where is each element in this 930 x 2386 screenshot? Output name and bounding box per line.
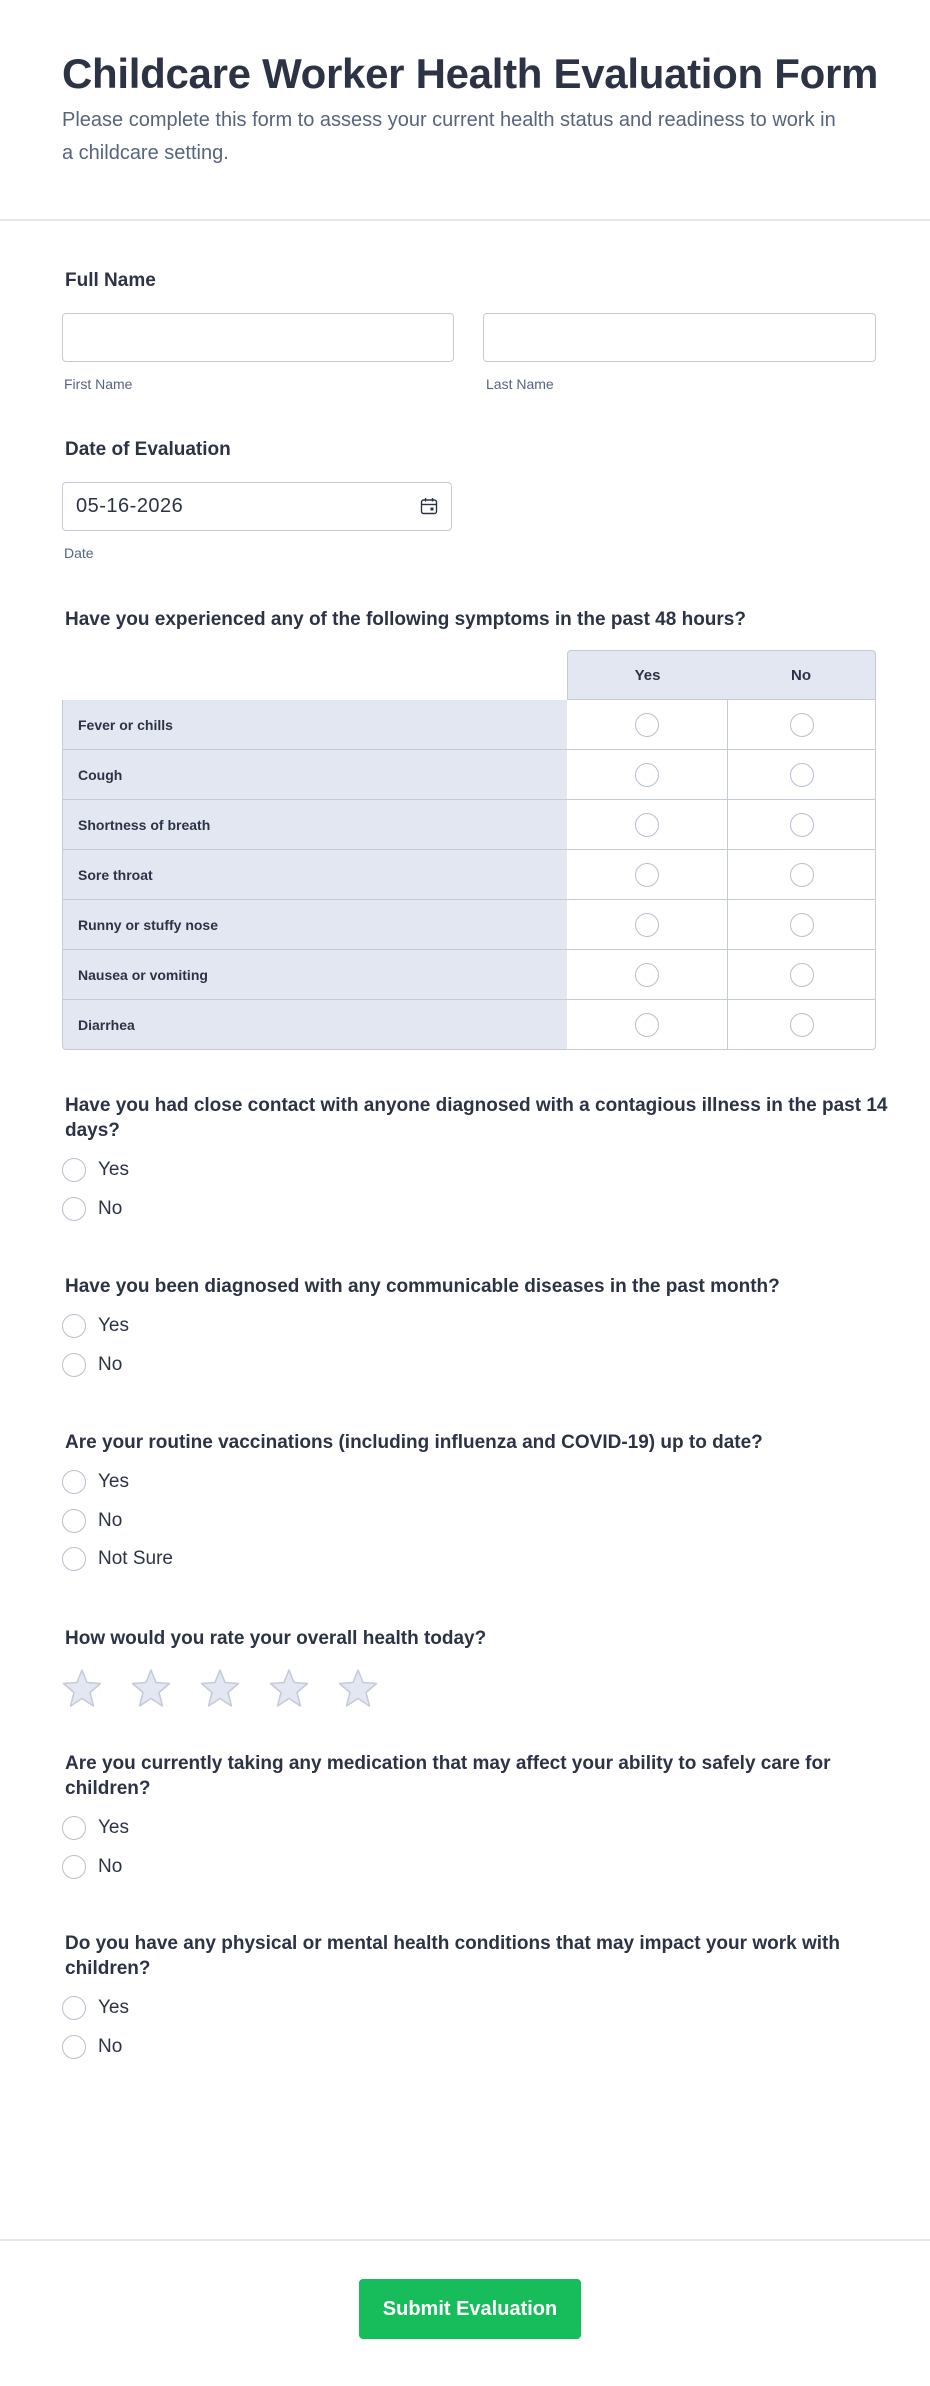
matrix-row: [62, 900, 876, 950]
radio-label: Yes: [98, 1817, 129, 1838]
radio-circle[interactable]: [62, 1197, 86, 1221]
radio-circle[interactable]: [62, 1353, 86, 1377]
radio-circle[interactable]: [62, 1314, 86, 1338]
radio-option[interactable]: [62, 1353, 122, 1377]
radio-label: No: [98, 1197, 123, 1219]
form-header: [0, 0, 930, 221]
star-icon[interactable]: [131, 1668, 171, 1708]
matrix-cell-yes[interactable]: [567, 850, 728, 900]
radio-label: Yes: [98, 1471, 129, 1492]
matrix-row-label: Nausea or vomiting: [62, 950, 568, 1000]
question-text: Do you have any physical or mental health conditions that may impact your work with children?: [65, 1933, 840, 1979]
radio-circle[interactable]: [62, 1547, 86, 1571]
radio-circle[interactable]: [62, 1816, 86, 1840]
radio-no[interactable]: [790, 963, 814, 987]
radio-option[interactable]: [62, 1509, 122, 1533]
matrix-cell-no[interactable]: [728, 950, 876, 1000]
matrix-row-label: Fever or chills: [62, 700, 568, 750]
symptoms-question: Have you experienced any of the following symptoms in the past 48 hours?: [65, 609, 746, 630]
matrix-row-label: Cough: [62, 750, 568, 800]
radio-label: Yes: [98, 1315, 129, 1336]
full-name-label: Full Name: [65, 270, 156, 291]
radio-label: No: [98, 1855, 123, 1877]
last-name-sublabel: Last Name: [486, 376, 554, 392]
radio-no[interactable]: [790, 913, 814, 937]
matrix-cell-no[interactable]: [728, 750, 876, 800]
matrix-row: [62, 750, 876, 800]
radio-no[interactable]: [790, 763, 814, 787]
matrix-cell-yes[interactable]: [567, 750, 728, 800]
matrix-row-label: Runny or stuffy nose: [62, 900, 568, 950]
radio-label: No: [98, 2035, 123, 2057]
radio-no[interactable]: [790, 863, 814, 887]
matrix-cell-yes[interactable]: [567, 800, 728, 850]
matrix-row: [62, 700, 876, 750]
radio-no[interactable]: [790, 813, 814, 837]
page-title: Childcare Worker Health Evaluation Form: [62, 50, 879, 97]
submit-button[interactable]: Submit Evaluation: [359, 2279, 581, 2339]
star-icon[interactable]: [269, 1668, 309, 1708]
radio-circle[interactable]: [62, 1855, 86, 1879]
radio-no[interactable]: [790, 713, 814, 737]
radio-option[interactable]: [62, 1996, 129, 2020]
matrix-row: [62, 850, 876, 900]
date-sublabel: Date: [64, 545, 94, 561]
calendar-icon[interactable]: [420, 497, 438, 515]
question-text: Have you had close contact with anyone diagnosed with a contagious illness in the past 14 days?: [65, 1095, 888, 1141]
question-text: Have you been diagnosed with any communicable diseases in the past month?: [65, 1276, 780, 1297]
matrix-cell-no[interactable]: [728, 700, 876, 750]
radio-option[interactable]: [62, 1197, 122, 1221]
matrix-row-label: Diarrhea: [62, 1000, 568, 1050]
radio-label: No: [98, 1509, 123, 1531]
radio-yes[interactable]: [635, 963, 659, 987]
star-icon[interactable]: [338, 1668, 378, 1708]
last-name-input[interactable]: [483, 313, 876, 362]
radio-option[interactable]: [62, 1547, 173, 1571]
radio-label: Yes: [98, 1159, 129, 1180]
question-text: Are your routine vaccinations (including influenza and COVID-19) up to date?: [65, 1432, 763, 1453]
radio-circle[interactable]: [62, 2035, 86, 2059]
radio-yes[interactable]: [635, 863, 659, 887]
radio-no[interactable]: [790, 1013, 814, 1037]
radio-yes[interactable]: [635, 813, 659, 837]
matrix-row: [62, 1000, 876, 1050]
first-name-input[interactable]: [62, 313, 454, 362]
question-text: Are you currently taking any medication that may affect your ability to safely care for children?: [65, 1753, 831, 1799]
radio-option[interactable]: [62, 2035, 122, 2059]
radio-option[interactable]: [62, 1855, 122, 1879]
matrix-cell-no[interactable]: [728, 1000, 876, 1050]
matrix-col-no: No: [727, 650, 876, 700]
radio-yes[interactable]: [635, 763, 659, 787]
radio-option[interactable]: [62, 1816, 129, 1840]
star-icon[interactable]: [62, 1668, 102, 1708]
radio-yes[interactable]: [635, 713, 659, 737]
matrix-cell-yes[interactable]: [567, 1000, 728, 1050]
star-icon[interactable]: [200, 1668, 240, 1708]
matrix-row: [62, 800, 876, 850]
radio-circle[interactable]: [62, 1509, 86, 1533]
radio-label: Yes: [98, 1997, 129, 2018]
symptoms-matrix: [62, 650, 876, 1049]
matrix-cell-yes[interactable]: [567, 900, 728, 950]
date-value: 05-16-2026: [76, 495, 184, 517]
radio-yes[interactable]: [635, 913, 659, 937]
radio-label: No: [98, 1353, 123, 1375]
rating-question: How would you rate your overall health today?: [65, 1628, 487, 1649]
matrix-cell-no[interactable]: [728, 900, 876, 950]
form-footer: [0, 2239, 930, 2386]
radio-option[interactable]: [62, 1470, 129, 1494]
radio-circle[interactable]: [62, 1470, 86, 1494]
date-label: Date of Evaluation: [65, 439, 231, 460]
radio-label: Not Sure: [98, 1548, 173, 1569]
matrix-cell-no[interactable]: [728, 800, 876, 850]
radio-circle[interactable]: [62, 1158, 86, 1182]
radio-circle[interactable]: [62, 1996, 86, 2020]
matrix-row: [62, 950, 876, 1000]
matrix-cell-yes[interactable]: [567, 950, 728, 1000]
matrix-cell-no[interactable]: [728, 850, 876, 900]
radio-option[interactable]: [62, 1158, 129, 1182]
radio-yes[interactable]: [635, 1013, 659, 1037]
matrix-row-label: Shortness of breath: [62, 800, 568, 850]
date-input[interactable]: [62, 482, 452, 531]
matrix-row-label: Sore throat: [62, 850, 568, 900]
matrix-cell-yes[interactable]: [567, 700, 728, 750]
first-name-sublabel: First Name: [64, 376, 133, 392]
radio-option[interactable]: [62, 1314, 129, 1338]
page-subtitle: Please complete this form to assess your current health status and readiness to work in a childcare setting.: [62, 109, 836, 164]
matrix-col-yes: Yes: [567, 650, 728, 700]
